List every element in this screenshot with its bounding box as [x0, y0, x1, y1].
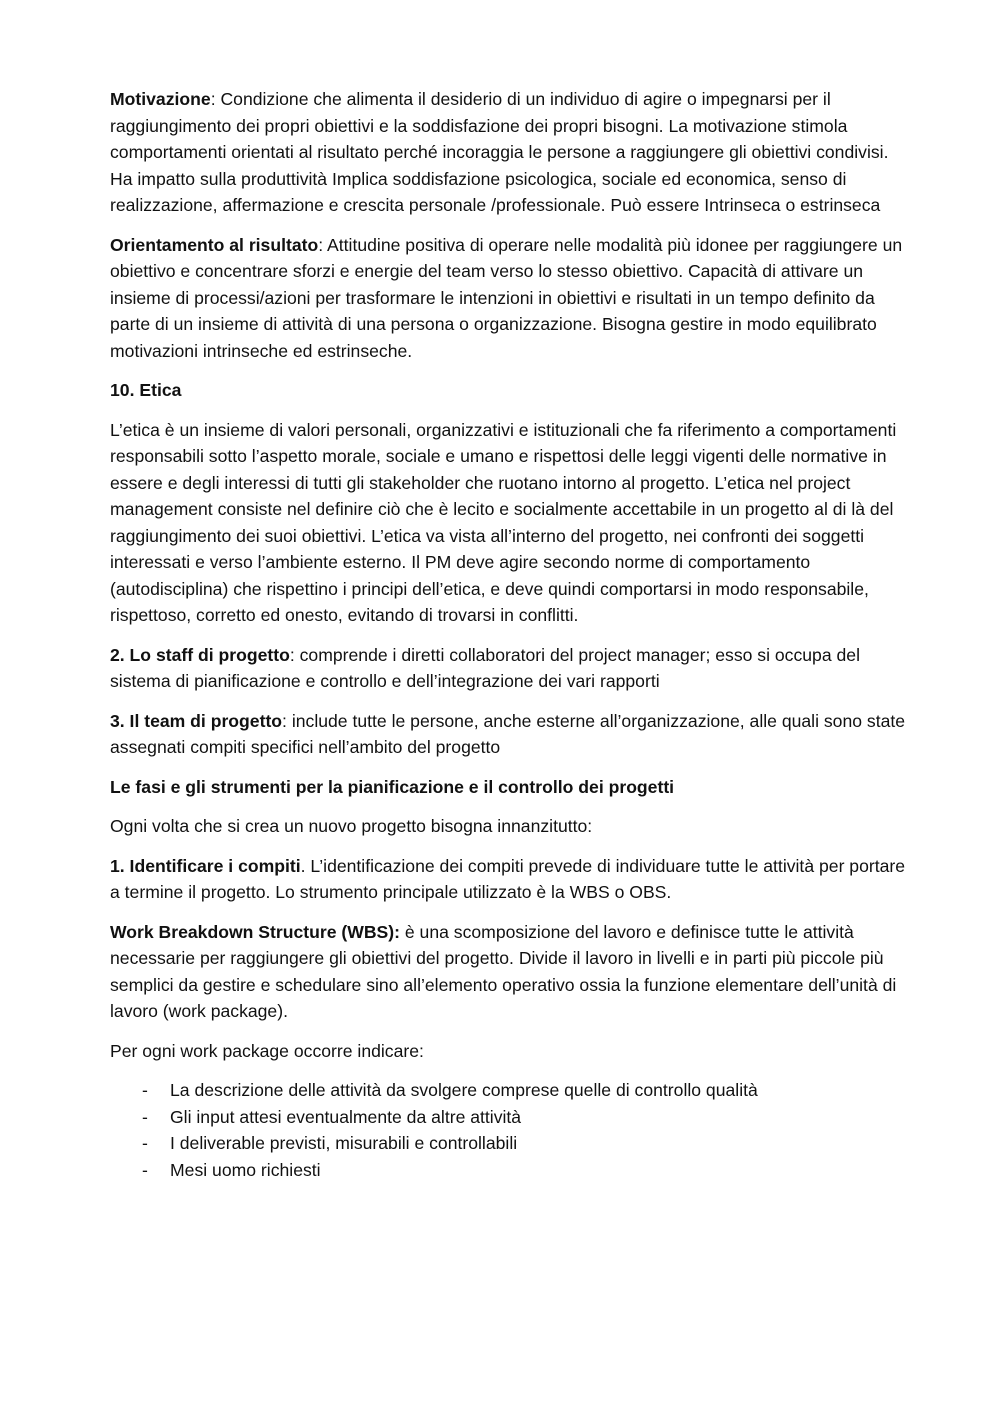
term-team: 3. Il team di progetto: [110, 710, 283, 731]
list-item: [110, 1104, 910, 1131]
definition-team: : include tutte le persone, anche esterne all’organizzazione, alle quali sono state assegnati compiti specifici nell’ambito del progetto: [110, 710, 906, 757]
paragraph-intro: Ogni volta che si crea un nuovo progetto bisogna innanzitutto:: [110, 816, 593, 836]
definition-orientamento: : Attitudine positiva di operare nelle modalità più idonee per raggiungere un obiettivo e concentrare sforzi e energie del team verso lo stesso obiettivo. Capacità di attivare un insieme di processi/azioni per trasformare le intenzioni in obiettivi e risultati in un tempo definito da parte di un insieme di attività di una persona o organizzazione. Bisogna gestire in modo equilibrato motivazioni intrinseche ed estrinseche.: [110, 234, 903, 361]
list-dash-marker: -: [142, 1080, 148, 1100]
paragraph-wbs: [110, 919, 910, 1025]
list-item: [110, 1157, 910, 1184]
heading-etica: 10. Etica: [110, 380, 182, 400]
paragraph-orientamento: [110, 232, 910, 365]
list-item-text: La descrizione delle attività da svolgere comprese quelle di controllo qualità: [170, 1080, 758, 1100]
definition-identificare: . L’identificazione dei compiti prevede di individuare tutte le attività per portare a termine il progetto. Lo strumento principale utilizzato è la WBS o OBS.: [110, 855, 906, 902]
definition-motivazione: : Condizione che alimenta il desiderio di un individuo di agire o impegnarsi per il raggiungimento dei propri obiettivi e la soddisfazione dei propri bisogni. La motivazione stimola comportamenti orientati al risultato perché incoraggia le persone a raggiungere gli obiettivi condivisi. Ha impatto sulla produttività Implica soddisfazione psicologica, sociale ed economica, senso di realizzazione, affermazione e crescita personale /professionale. Può essere Intrinseca o estrinseca: [110, 89, 889, 215]
list-dash-marker: -: [142, 1106, 148, 1127]
paragraph-work-package-intro: Per ogni work package occorre indicare:: [110, 1040, 424, 1061]
paragraph-etica: L’etica è un insieme di valori personali, organizzativi e istituzionali che fa riferimento a comportamenti responsabili sotto l’aspetto morale, sociale e umano e rispettosi delle leggi vigenti delle normative in essere e degli interessi di tutti gli stakeholder che ruotano intorno al progetto. L’etica nel project management consiste nel definire ciò che è lecito e socialmente accettabile in un progetto al di là del raggiungimento dei suoi obiettivi. L’etica va vista all’interno del progetto, nei confronti dei soggetti interessati e verso l’ambiente esterno. Il PM deve agire secondo norme di comportamento (autodisciplina) che rispettino i principi dell’etica, e deve quindi comportarsi in modo responsabile, rispettoso, corretto ed onesto, evitando di trovarsi in conflitti.: [110, 419, 897, 625]
paragraph-staff: [110, 642, 910, 695]
term-motivazione: Motivazione: [110, 89, 211, 109]
document-page: [110, 86, 910, 1183]
paragraph-team: [110, 708, 910, 761]
paragraph-motivazione: [110, 86, 910, 219]
term-staff: 2. Lo staff di progetto: [110, 644, 290, 665]
list-item-text: I deliverable previsti, misurabili e controllabili: [170, 1133, 518, 1153]
definition-staff: : comprende i diretti collaboratori del project manager; esso si occupa del sistema di pianificazione e controllo e dell’integrazione dei vari rapporti: [110, 644, 860, 691]
heading-fasi: Le fasi e gli strumenti per la pianificazione e il controllo dei progetti: [110, 776, 675, 797]
paragraph-identificare: [110, 853, 910, 906]
list-item: [110, 1130, 910, 1157]
term-wbs: Work Breakdown Structure (WBS):: [110, 921, 400, 942]
list-dash-marker: -: [142, 1159, 148, 1180]
work-package-list: [110, 1077, 910, 1183]
list-item-text: Mesi uomo richiesti: [170, 1159, 321, 1180]
term-orientamento: Orientamento al risultato: [110, 234, 319, 255]
definition-wbs: è una scomposizione del lavoro e definisce tutte le attività necessarie per raggiungere gli obiettivi del progetto. Divide il lavoro in livelli e in parti più piccole più semplici da gestire e schedulare sino all’elemento operativo ossia la funzione elementare dell’unità di lavoro (work package).: [110, 921, 897, 1021]
term-identificare: 1. Identificare i compiti: [110, 855, 301, 876]
list-item-text: Gli input attesi eventualmente da altre attività: [170, 1106, 522, 1127]
list-dash-marker: -: [142, 1133, 148, 1153]
list-item: [110, 1077, 910, 1104]
